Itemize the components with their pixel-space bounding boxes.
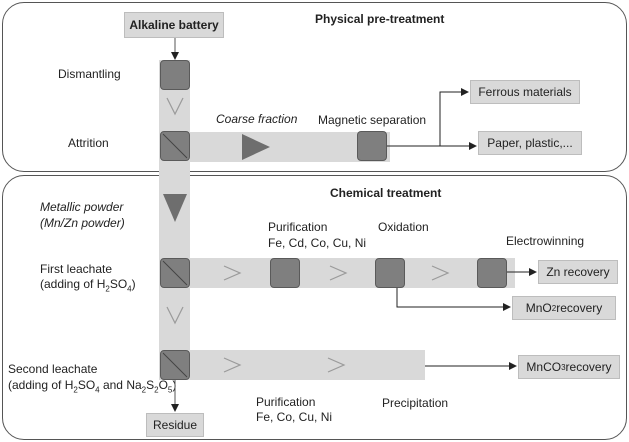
- alkaline-battery-box: Alkaline battery: [124, 12, 224, 38]
- sl-d: S: [146, 378, 155, 392]
- electrowinning-label: Electrowinning: [506, 234, 585, 248]
- purification2-metals: Fe, Co, Cu, Ni: [256, 410, 333, 424]
- second-leachate-node-slash: [163, 353, 187, 377]
- dismantling-label: Dismantling: [58, 67, 121, 81]
- mnco3-post: recovery: [565, 360, 612, 374]
- triangle-down-icon: [163, 194, 187, 222]
- chevron-right-icon: [224, 266, 240, 280]
- first-leachate-label: First leachate: [40, 262, 113, 276]
- chevron-down-icon: [167, 307, 183, 323]
- chevron-right-icon: [224, 358, 240, 372]
- oxidation-label: Oxidation: [378, 220, 429, 234]
- second-leachate-label: Second leachate: [8, 362, 98, 376]
- triangle-right-icon: [242, 134, 270, 160]
- residue-box: Residue: [146, 413, 204, 437]
- fl-s2: 4: [127, 284, 132, 294]
- purification2-title: Purification: [256, 395, 316, 409]
- attrition-node-slash: [163, 134, 187, 158]
- mn-zn-powder-label: (Mn/Zn powder): [40, 216, 125, 230]
- sl-s3: 2: [141, 385, 147, 395]
- first-leachate-node-slash: [163, 261, 187, 285]
- to-mno2-arrow: [397, 288, 510, 307]
- mno2-pre: MnO: [525, 301, 552, 315]
- to-ferrous-arrow: [440, 92, 468, 146]
- fl-s1: 2: [105, 284, 110, 294]
- metallic-powder-label: Metallic powder: [40, 200, 124, 214]
- sl-s5: 5: [167, 385, 173, 395]
- chevron-right-icon: [328, 358, 344, 372]
- sl-f: ): [172, 378, 177, 392]
- zn-recovery-box: Zn recovery: [538, 260, 618, 284]
- fl-c: ): [131, 277, 136, 291]
- purification1-title: Purification: [268, 220, 328, 234]
- mno2-post: recovery: [556, 301, 603, 315]
- sl-s2: 4: [95, 385, 100, 395]
- physical-pretreatment-title: Physical pre-treatment: [315, 12, 445, 26]
- sl-a: (adding of H: [8, 378, 74, 392]
- sl-e: O: [158, 378, 168, 392]
- mno2-sub: 2: [551, 303, 557, 313]
- purification1-metals: Fe, Cd, Co, Cu, Ni: [268, 236, 367, 250]
- mnco3-sub: 3: [561, 362, 566, 372]
- fl-b: SO: [109, 277, 128, 291]
- chemical-treatment-title: Chemical treatment: [330, 186, 442, 200]
- chevron-right-icon: [432, 266, 448, 280]
- chevron-right-icon: [330, 266, 346, 280]
- ferrous-materials-box: Ferrous materials: [470, 80, 580, 104]
- sl-b: SO: [77, 378, 96, 392]
- sl-s1: 2: [73, 385, 78, 395]
- fl-a: (adding of H: [40, 277, 106, 291]
- paper-plastic-box: Paper, plastic,...: [478, 131, 582, 155]
- precipitation-label: Precipitation: [382, 396, 449, 410]
- sl-c: and Na: [99, 378, 142, 392]
- magnetic-separation-label: Magnetic separation: [318, 113, 427, 127]
- sl-s4: 2: [154, 385, 159, 395]
- coarse-fraction-label: Coarse fraction: [216, 112, 298, 126]
- mnco3-pre: MnCO: [526, 360, 562, 374]
- chevron-down-icon: [167, 98, 183, 114]
- attrition-label: Attrition: [68, 136, 109, 150]
